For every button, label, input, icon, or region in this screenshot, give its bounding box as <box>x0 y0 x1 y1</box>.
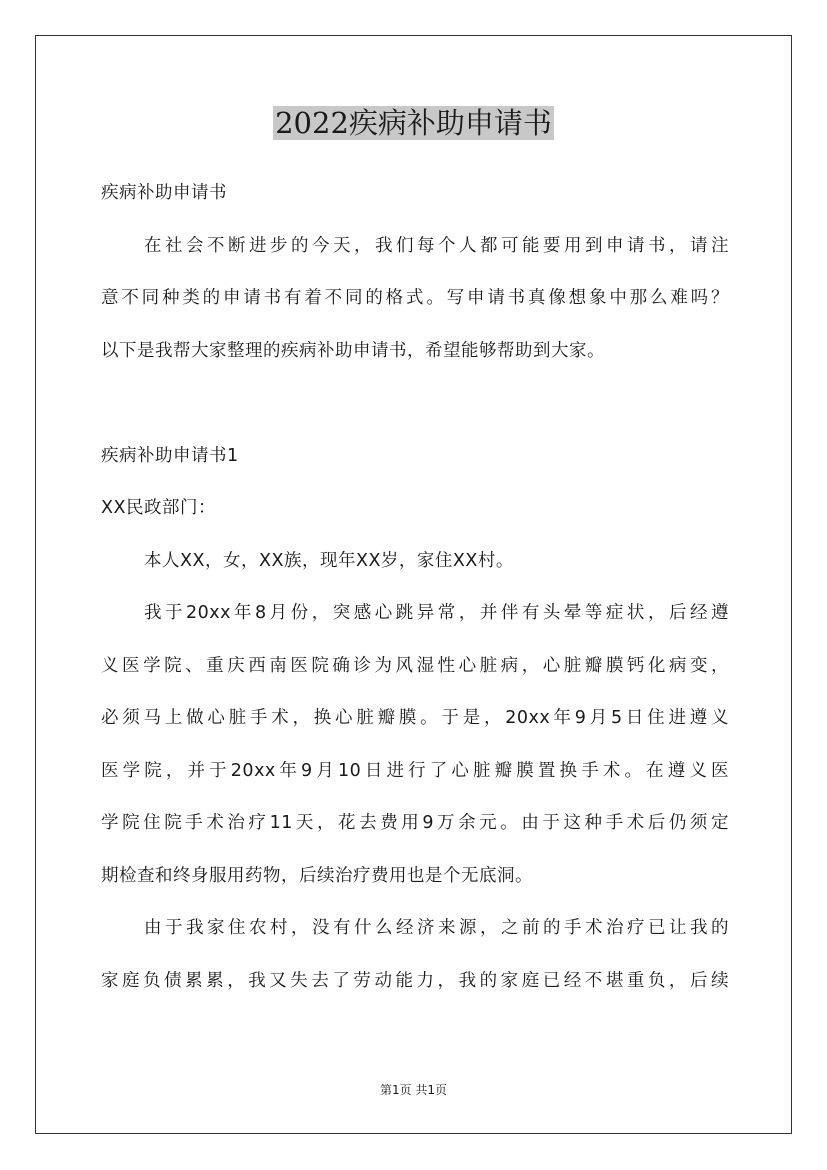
intro-line-1: 在社会不断进步的今天，我们每个人都可能要用到申请书，请注 <box>144 235 729 256</box>
page-footer <box>0 1082 827 1098</box>
para3-line-1: 由于我家住农村，没有什么经济来源，之前的手术治疗已让我的 <box>144 918 729 938</box>
intro-line-2: 意不同种类的申请书有着不同的格式。写申请书真像想象中那么难吗？ <box>101 288 729 308</box>
para2-line-3: 必须马上做心脏手术，换心脏瓣膜。于是，20xx年9月5日住进遵义 <box>101 708 729 728</box>
addressee: XX民政部门： <box>101 498 216 518</box>
para2-line-2: 义医学院、重庆西南医院确诊为风湿性心脏病，心脏瓣膜钙化病变， <box>101 655 729 676</box>
section-heading: 疾病补助申请书1 <box>101 445 239 466</box>
para2-line-1: 我于20xx年8月份，突感心跳异常，并伴有头晕等症状，后经遵 <box>144 603 729 623</box>
page-number: 第1页 共1页 <box>379 1083 448 1097</box>
document-body <box>101 167 729 1007</box>
para1-line-1: 本人XX，女，XX族，现年XX岁，家住XX村。 <box>144 550 514 571</box>
para2-line-6: 期检查和终身服用药物，后续治疗费用也是个无底洞。 <box>101 865 533 886</box>
document-title <box>0 104 827 142</box>
intro-heading: 疾病补助申请书 <box>101 183 227 203</box>
para3-line-2: 家庭负债累累，我又失去了劳动能力，我的家庭已经不堪重负，后续 <box>101 970 729 991</box>
para2-line-4: 医学院，并于20xx年9月10日进行了心脏瓣膜置换手术。在遵义医 <box>101 760 729 781</box>
blank-line <box>101 377 729 430</box>
intro-line-3: 以下是我帮大家整理的疾病补助申请书，希望能够帮助到大家。 <box>101 340 605 361</box>
para2-line-5: 学院住院手术治疗11天，花去费用9万余元。由于这种手术后仍须定 <box>101 813 729 833</box>
document-title-text: 2022疾病补助申请书 <box>275 106 552 140</box>
